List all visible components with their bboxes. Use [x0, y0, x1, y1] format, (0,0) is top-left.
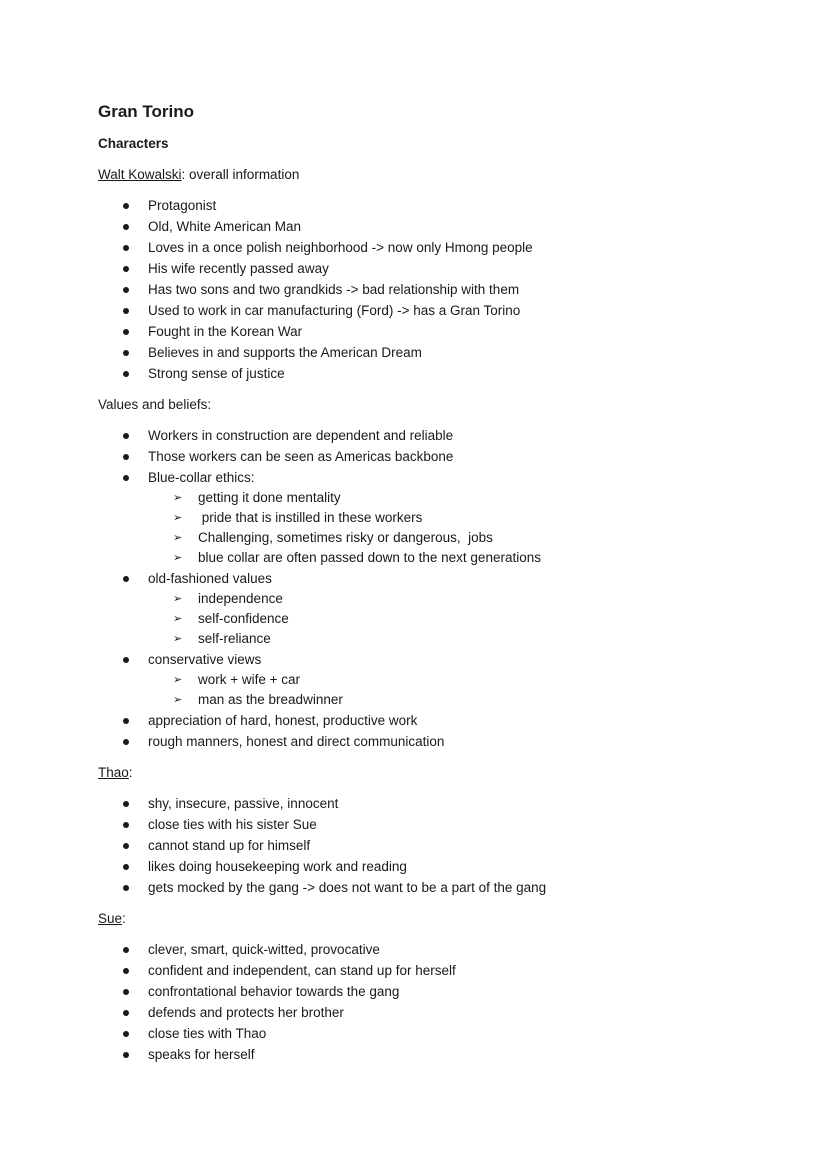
- list-item: Loves in a once polish neighborhood -> now only Hmong people: [98, 237, 798, 258]
- walt-section-label: [98, 164, 798, 186]
- list-item: Believes in and supports the American Dream: [98, 342, 798, 363]
- sub-list-item: [148, 488, 798, 508]
- arrow-bullet-icon: ➢: [173, 674, 183, 686]
- arrow-bullet-icon: ➢: [173, 694, 183, 706]
- list-item: cannot stand up for himself: [98, 835, 798, 856]
- list-item: Strong sense of justice: [98, 363, 798, 384]
- list-item: His wife recently passed away: [98, 258, 798, 279]
- sub-list-item: [148, 548, 798, 568]
- sub-list-item-text: Challenging, sometimes risky or dangerous, jobs: [198, 530, 493, 545]
- list-item: confrontational behavior towards the gang: [98, 981, 798, 1002]
- list-item: [98, 568, 798, 649]
- list-item: [98, 649, 798, 710]
- sub-list-item: [148, 629, 798, 649]
- arrow-bullet-icon: ➢: [173, 552, 183, 564]
- sub-list-item: [148, 528, 798, 548]
- list-item: shy, insecure, passive, innocent: [98, 793, 798, 814]
- walt-name: Walt Kowalski: [98, 167, 182, 182]
- sub-list-item-text: blue collar are often passed down to the next generations: [198, 550, 541, 565]
- list-item: [98, 710, 798, 731]
- arrow-bullet-icon: ➢: [173, 532, 183, 544]
- list-item-text: Workers in construction are dependent and reliable: [148, 428, 454, 443]
- sue-info-list: [98, 939, 798, 1065]
- list-item: Used to work in car manufacturing (Ford) -> has a Gran Torino: [98, 300, 798, 321]
- thao-section-label: [98, 762, 798, 784]
- sub-list-item-text: pride that is instilled in these workers: [198, 510, 423, 525]
- sub-list: [148, 488, 798, 568]
- list-item: Old, White American Man: [98, 216, 798, 237]
- values-section-label: Values and beliefs:: [98, 397, 212, 412]
- arrow-bullet-icon: ➢: [173, 492, 183, 504]
- list-item: Protagonist: [98, 195, 798, 216]
- document-title: Gran Torino: [98, 102, 195, 121]
- list-item: close ties with Thao: [98, 1023, 798, 1044]
- thao-info-list: [98, 793, 798, 898]
- list-item: defends and protects her brother: [98, 1002, 798, 1023]
- sub-list: [148, 589, 798, 649]
- arrow-bullet-icon: ➢: [173, 593, 183, 605]
- list-item-text: Those workers can be seen as Americas backbone: [148, 449, 454, 464]
- sub-list: [148, 670, 798, 710]
- list-item: speaks for herself: [98, 1044, 798, 1065]
- list-item-text: appreciation of hard, honest, productive work: [148, 713, 418, 728]
- list-item: gets mocked by the gang -> does not want to be a part of the gang: [98, 877, 798, 898]
- list-item: confident and independent, can stand up for herself: [98, 960, 798, 981]
- arrow-bullet-icon: ➢: [173, 633, 183, 645]
- sub-list-item: [148, 589, 798, 609]
- sue-name: Sue: [98, 911, 123, 926]
- list-item: Has two sons and two grandkids -> bad relationship with them: [98, 279, 798, 300]
- list-item-text: conservative views: [148, 652, 262, 667]
- sue-section-label: [98, 908, 798, 930]
- arrow-bullet-icon: ➢: [173, 512, 183, 524]
- sue-label-rest: :: [122, 911, 126, 926]
- walt-info-list: [98, 195, 798, 384]
- list-item: likes doing housekeeping work and reading: [98, 856, 798, 877]
- list-item-text: rough manners, honest and direct communication: [148, 734, 445, 749]
- arrow-bullet-icon: ➢: [173, 613, 183, 625]
- sub-list-item-text: independence: [198, 591, 283, 606]
- list-item: [98, 446, 798, 467]
- list-item: clever, smart, quick-witted, provocative: [98, 939, 798, 960]
- sub-list-item: [148, 508, 798, 528]
- list-item-text: old-fashioned values: [148, 571, 272, 586]
- list-item: [98, 731, 798, 752]
- thao-name: Thao: [98, 765, 129, 780]
- list-item: close ties with his sister Sue: [98, 814, 798, 835]
- sub-list-item: [148, 670, 798, 690]
- sub-list-item-text: man as the breadwinner: [198, 692, 343, 707]
- list-item: [98, 425, 798, 446]
- thao-label-rest: :: [128, 765, 133, 780]
- sub-list-item-text: getting it done mentality: [198, 490, 341, 505]
- walt-label-rest: : overall information: [181, 167, 300, 182]
- section-heading-characters: Characters: [98, 136, 169, 151]
- sub-list-item: [148, 609, 798, 629]
- list-item-text: Blue-collar ethics:: [148, 470, 255, 485]
- list-item: Fought in the Korean War: [98, 321, 798, 342]
- sub-list-item-text: work + wife + car: [198, 672, 301, 687]
- values-list: [98, 425, 798, 752]
- document-page: [98, 100, 798, 1065]
- sub-list-item-text: self-confidence: [198, 611, 289, 626]
- list-item: [98, 467, 798, 568]
- sub-list-item: [148, 690, 798, 710]
- sub-list-item-text: self-reliance: [198, 631, 271, 646]
